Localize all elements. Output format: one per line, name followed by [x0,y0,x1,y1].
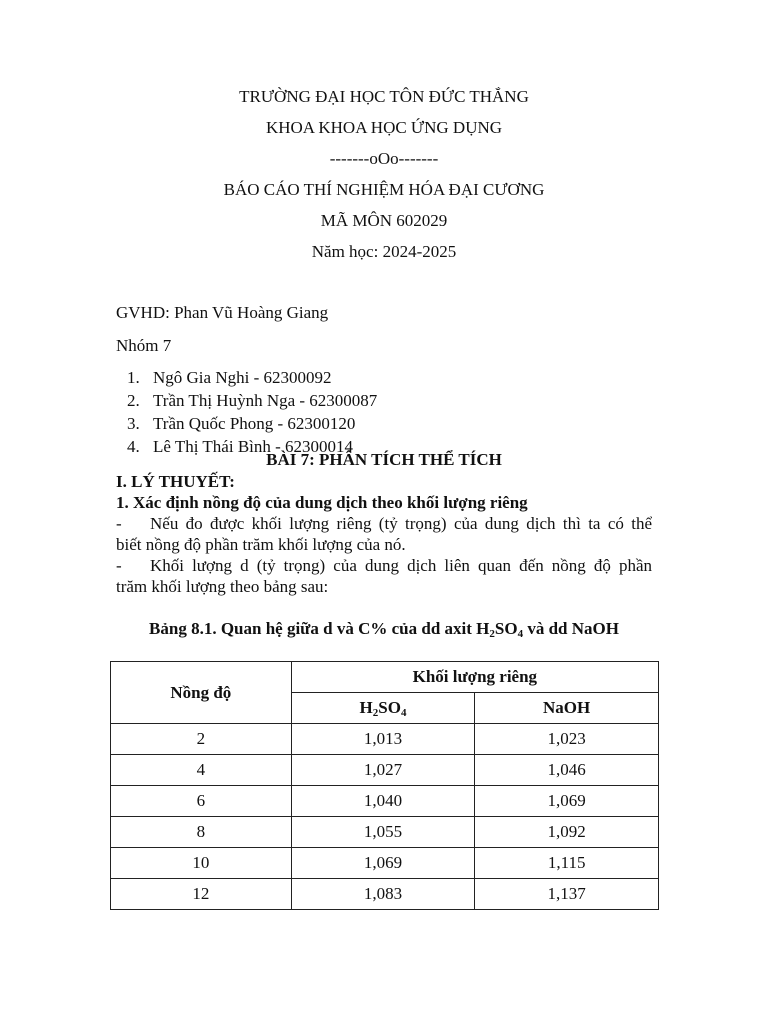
paragraph-line: biết nồng độ phần trăm khối lượng của nó. [116,535,406,554]
header-subscript: 4 [400,707,407,719]
table-row [111,817,659,848]
table-cell: 8 [111,817,292,848]
table-cell: 1,027 [291,755,475,786]
list-item [127,366,377,389]
group-label: Nhóm 7 [116,336,172,355]
header-density: Khối lượng riêng [291,662,658,693]
paragraph-line [116,514,652,534]
header-subscript: 2 [372,707,379,719]
caption-text: và dd NaOH [523,619,619,638]
paragraph-text: Khối lượng d (tỷ trọng) của dung dịch liên quan đến nồng độ phần [150,556,652,575]
member-text: Trần Quốc Phong - 62300120 [153,414,356,433]
table-row [111,786,659,817]
header-concentration: Nồng độ [111,662,292,724]
table-cell: 1,092 [475,817,659,848]
table-cell: 2 [111,724,292,755]
table-cell: 1,046 [475,755,659,786]
header-naoh: NaOH [475,693,659,724]
table-cell: 6 [111,786,292,817]
table-cell: 10 [111,848,292,879]
caption-subscript: 2 [489,628,495,640]
table-caption [0,619,768,639]
table-cell: 1,069 [475,786,659,817]
faculty-name: KHOA KHOA HỌC ỨNG DỤNG [265,118,503,137]
header-text: H [359,698,373,717]
table-cell: 1,013 [291,724,475,755]
university-name: TRƯỜNG ĐẠI HỌC TÔN ĐỨC THẮNG [239,87,529,106]
list-number: 2. [127,391,140,410]
density-table [110,661,659,910]
caption-text: Bảng 8.1. Quan hệ giữa d và C% của dd axit H [149,619,490,638]
course-code: MÃ MÔN 602029 [320,211,448,230]
member-list [127,366,377,458]
table-cell: 1,023 [475,724,659,755]
member-text: Ngô Gia Nghi - 62300092 [153,368,332,387]
bullet-dash: - [116,514,122,533]
member-text: Lê Thị Thái Bình - 62300014 [153,437,354,456]
list-item [127,389,377,412]
subsection-heading: 1. Xác định nồng độ của dung dịch theo khối lượng riêng [116,493,528,512]
table-cell: 12 [111,879,292,910]
header-h2so4 [291,693,475,724]
list-number: 3. [127,414,140,433]
table-cell: 1,137 [475,879,659,910]
caption-text: SO [494,619,518,638]
section-heading: I. LÝ THUYẾT: [116,472,235,491]
header-text: SO [378,698,401,717]
member-text: Trần Thị Huỳnh Nga - 62300087 [153,391,378,410]
table-cell: 4 [111,755,292,786]
caption-subscript: 4 [517,628,524,640]
table-cell: 1,069 [291,848,475,879]
decorative-separator: -------oOo------- [329,149,439,168]
lesson-title: BÀI 7: PHÂN TÍCH THỂ TÍCH [266,450,502,469]
paragraph-text: Nếu đo được khối lượng riêng (tỷ trọng) của dung dịch thì ta có thể [150,514,652,533]
bullet-dash: - [116,556,122,575]
table-cell: 1,115 [475,848,659,879]
table-row [111,755,659,786]
table-row [111,848,659,879]
table-cell: 1,083 [291,879,475,910]
table-cell: 1,055 [291,817,475,848]
table-row [111,879,659,910]
supervisor-line: GVHD: Phan Vũ Hoàng Giang [116,303,329,322]
table-row [111,724,659,755]
school-year: Năm học: 2024-2025 [311,242,457,261]
list-item [127,412,377,435]
report-title: BÁO CÁO THÍ NGHIỆM HÓA ĐẠI CƯƠNG [223,180,545,199]
table-cell: 1,040 [291,786,475,817]
paragraph-line [116,556,652,576]
paragraph-line: trăm khối lượng theo bảng sau: [116,577,329,596]
list-number: 1. [127,368,140,387]
list-number: 4. [127,437,140,456]
